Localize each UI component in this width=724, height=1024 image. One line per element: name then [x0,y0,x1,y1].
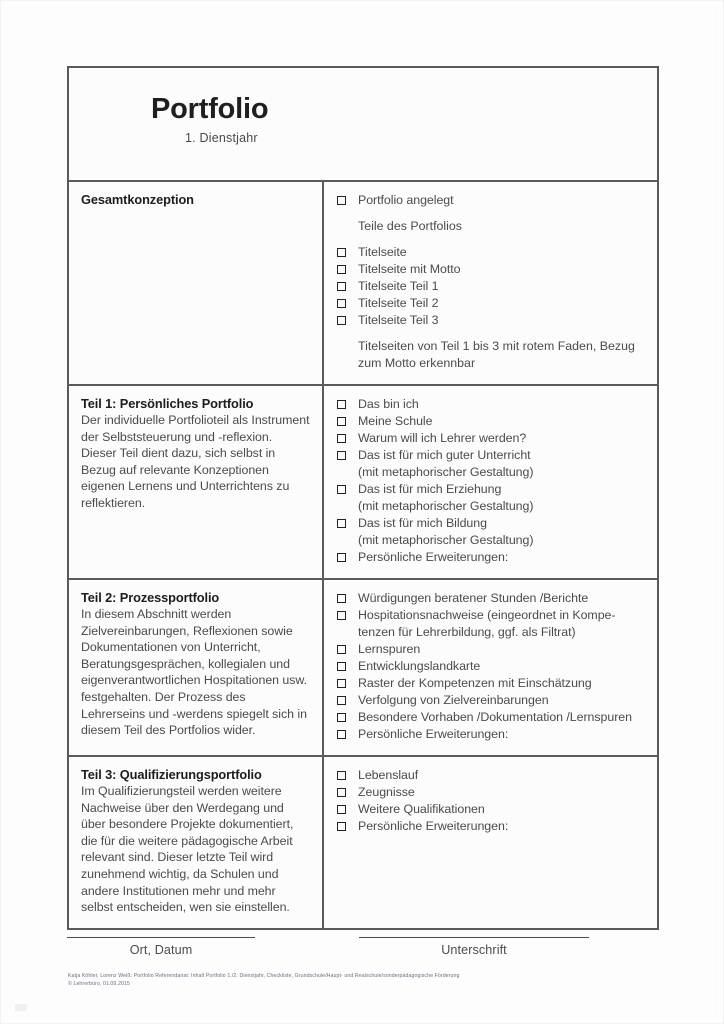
check-item-label: Das ist für mich guter Unterricht [358,448,531,462]
place-date-label: Ort, Datum [129,943,193,957]
checkbox-icon[interactable] [337,730,346,739]
check-item-label: Raster der Kompetenzen mit Einschätzung [358,676,592,690]
check-item-label: Titelseite mit Motto [358,262,461,276]
signature-rule [359,937,589,938]
check-item-label: Das ist für mich Erziehung [358,482,502,496]
check-item-label: Warum will ich Lehrer werden? [358,431,527,445]
check-item[interactable] [336,767,645,784]
check-item-label: Besondere Vorhaben /Dokumentation /Lernspuren [358,710,632,724]
checkbox-icon[interactable] [337,196,346,205]
page-title: Portfolio [151,93,269,125]
checklist [336,192,645,209]
title-row [69,68,657,182]
section-description: Der individuelle Portfolioteil als Instrument der Selbststeuerung und -reflexion. Dieser Teil dient dazu, sich selbst in Bezug auf relevante Konzeptionen eigenen Lernens und Unterrichtens zu reflektieren. [81,413,310,510]
check-item[interactable] [336,396,645,413]
check-item-label: Persönliche Erweiterungen: [358,550,509,564]
footer-credit [68,972,668,988]
signature-rule [67,937,255,938]
checkbox-icon[interactable] [337,485,346,494]
check-item[interactable] [336,709,645,726]
signature-field[interactable] [359,937,589,957]
section-heading: Teil 2: Prozessportfolio [81,590,220,605]
checkbox-icon[interactable] [337,805,346,814]
section-heading: Teil 1: Persönliches Portfolio [81,396,254,411]
title-block [69,68,657,145]
credit-line-2: © Lehrerbüro, 01.09.2015 [68,981,130,987]
checkbox-icon[interactable] [337,645,346,654]
check-item-label: Das bin ich [358,397,419,411]
checkbox-icon[interactable] [337,519,346,528]
check-item[interactable] [336,430,645,447]
check-item[interactable] [336,818,645,835]
checkbox-icon[interactable] [337,265,346,274]
checklist [336,396,645,566]
credit-line-1: Katja Köhler, Lorenz Weiß: Portfolio Referendariat: Inhalt Portfolio 1./2. Dienstjahr, Checkliste, Grundschule/Haupt- und Realschule/sonderpädagogische Förderung [68,973,460,979]
check-item-label: Meine Schule [358,414,433,428]
place-date-field[interactable] [67,937,255,957]
check-item-label: Das ist für mich Bildung [358,516,487,530]
checkbox-icon[interactable] [337,713,346,722]
checkbox-icon[interactable] [337,400,346,409]
section-heading: Teil 3: Qualifizierungsportfolio [81,767,262,782]
row-teil-2-right [324,580,657,755]
check-item[interactable] [336,590,645,607]
checklist-group-label: Teile des Portfolios [358,219,462,233]
row-gesamtkonzeption-left [69,182,324,384]
checkbox-icon[interactable] [337,451,346,460]
checkbox-icon[interactable] [337,553,346,562]
checkbox-icon[interactable] [337,417,346,426]
check-item[interactable] [336,312,645,329]
checkbox-icon[interactable] [337,594,346,603]
check-item-label: Persönliche Erweiterungen: [358,727,509,741]
check-item-label: Hospitationsnachweise (eingeordnet in Kompe- [358,608,616,622]
checklist-footnote: Titelseiten von Teil 1 bis 3 mit rotem Faden, Bezug zum Motto erkennbar [358,339,635,370]
check-item[interactable] [336,261,645,278]
section-heading: Gesamtkonzeption [81,192,194,207]
table-row [69,182,657,386]
check-item-label: Entwicklungslandkarte [358,659,481,673]
check-item[interactable] [336,447,645,481]
spacer [336,235,645,244]
section-description: In diesem Abschnitt werden Zielvereinbarungen, Reflexionen sowie Dokumentationen von Unterricht, Beratungsgesprächen, kollegialen und eigenverantwortlichen Hospitationen usw. festgehalten. Der Prozess des Lehrerseins und -werdens spiegelt sich in diesem Teil des Portfolios wider. [81,607,307,738]
checkbox-icon[interactable] [337,679,346,688]
checklist [336,767,645,835]
row-teil-1-right [324,386,657,578]
checkbox-icon[interactable] [337,822,346,831]
checkbox-icon[interactable] [337,771,346,780]
checkbox-icon[interactable] [337,788,346,797]
table-row [69,386,657,580]
check-item[interactable] [336,515,645,549]
check-item[interactable] [336,549,645,566]
check-item[interactable] [336,278,645,295]
check-item-sublabel: (mit metaphorischer Gestaltung) [358,533,534,547]
row-teil-3-right [324,757,657,928]
check-item[interactable] [336,675,645,692]
spacer [336,209,645,218]
check-item-label: Weitere Qualifikationen [358,802,485,816]
check-item[interactable] [336,726,645,743]
check-item-label: Portfolio angelegt [358,193,454,207]
check-item-label: Titelseite Teil 3 [358,313,439,327]
check-item-label: Würdigungen beratener Stunden /Berichte [358,591,589,605]
check-item[interactable] [336,244,645,261]
signature-area [67,937,667,957]
checkbox-icon[interactable] [337,696,346,705]
checkbox-icon[interactable] [337,316,346,325]
check-item-label: Titelseite Teil 1 [358,279,439,293]
check-item[interactable] [336,641,645,658]
row-teil-2-left [69,580,324,755]
check-item-label: Lebenslauf [358,768,419,782]
check-item-label: Titelseite Teil 2 [358,296,439,310]
check-item-label: Zeugnisse [358,785,415,799]
check-item-sublabel: tenzen für Lehrerbildung, ggf. als Filtrat) [358,625,576,639]
checklist [336,590,645,743]
checkbox-icon[interactable] [337,434,346,443]
table-row [69,757,657,928]
checkbox-icon[interactable] [337,662,346,671]
check-item[interactable] [336,413,645,430]
check-item[interactable] [336,801,645,818]
check-item[interactable] [336,295,645,312]
page-corner-artifact [15,1004,27,1011]
checkbox-icon[interactable] [337,248,346,257]
portfolio-checklist-table [67,66,659,930]
check-item[interactable] [336,192,645,209]
check-item-sublabel: (mit metaphorischer Gestaltung) [358,499,534,513]
check-item-sublabel: (mit metaphorischer Gestaltung) [358,465,534,479]
check-item[interactable] [336,481,645,515]
section-description: Im Qualifizierungsteil werden weitere Nachweise über den Werdegang und über besondere Projekte dokumentiert, die für die weitere pädagogische Arbeit relevant sind. Dieser letzte Teil wird zunehmend wichtig, da Schulen und andere Institutionen mehr und mehr selbst entscheiden, wen sie einstellen. [81,784,294,915]
check-item-label: Verfolgung von Zielvereinbarungen [358,693,549,707]
row-gesamtkonzeption-right [324,182,657,384]
check-item[interactable] [336,692,645,709]
checkbox-icon[interactable] [337,299,346,308]
check-item[interactable] [336,607,645,641]
row-teil-3-left [69,757,324,928]
checklist [336,244,645,329]
check-item-label: Lernspuren [358,642,421,656]
spacer [336,329,645,338]
checkbox-icon[interactable] [337,611,346,620]
signature-label: Unterschrift [441,943,507,957]
check-item[interactable] [336,784,645,801]
row-teil-1-left [69,386,324,578]
check-item[interactable] [336,658,645,675]
check-item-label: Titelseite [358,245,407,259]
page-subtitle: 1. Dienstjahr [185,131,258,146]
check-item-label: Persönliche Erweiterungen: [358,819,509,833]
table-row [69,580,657,757]
checkbox-icon[interactable] [337,282,346,291]
